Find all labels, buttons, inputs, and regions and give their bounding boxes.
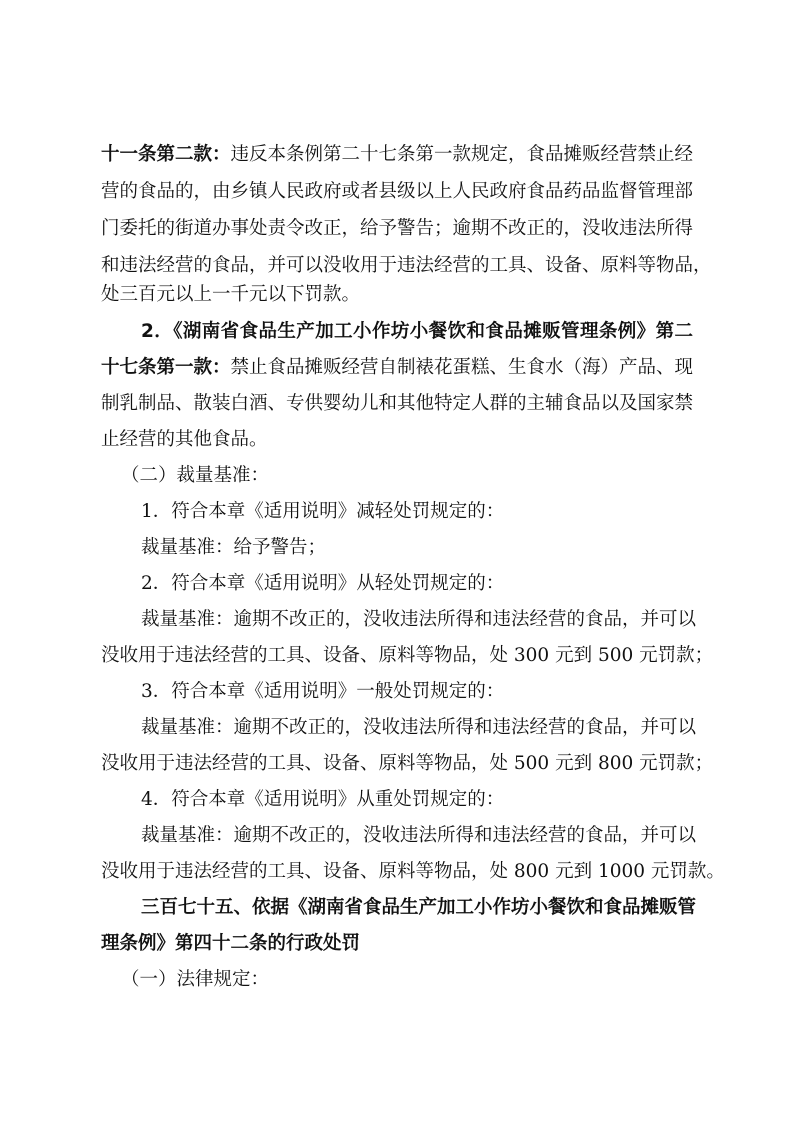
criterion-item: 2．符合本章《适用说明》从轻处罚规定的：: [141, 573, 505, 594]
text-line: 止经营的其他食品。: [101, 429, 268, 450]
criterion-text: 裁量基准：逾期不改正的，没收违法所得和违法经营的食品，并可以: [141, 825, 697, 846]
text-line: 制乳制品、散装白酒、专供婴幼儿和其他特定人群的主辅食品以及国家禁: [101, 393, 694, 414]
text-line: 处三百元以上一千元以下罚款。: [101, 284, 361, 305]
text-run: 禁止食品摊贩经营自制裱花蛋糕、生食水（海）产品、现: [230, 357, 694, 378]
criterion-item: 1．符合本章《适用说明》减轻处罚规定的：: [141, 501, 505, 522]
section-title: 三百七十五、依据《湖南省食品生产加工小作坊小餐饮和食品摊贩管: [141, 897, 697, 918]
text-line: 营的食品的，由乡镇人民政府或者县级以上人民政府食品药品监督管理部: [101, 181, 694, 202]
section-title-cont: 理条例》第四十二条的行政处罚: [101, 933, 361, 954]
text-line: 和违法经营的食品，并可以没收用于违法经营的工具、设备、原料等物品，: [101, 255, 712, 276]
text-run: 违反本条例第二十七条第一款规定，食品摊贩经营禁止经: [230, 144, 694, 165]
criterion-text: 裁量基准：逾期不改正的，没收违法所得和违法经营的食品，并可以: [141, 609, 697, 630]
section-heading: （二）裁量基准：: [121, 465, 270, 486]
article-ref-bold: 十一条第二款：: [101, 144, 231, 165]
text-line: [101, 354, 693, 382]
text-line: 门委托的街道办事处责令改正，给予警告；逾期不改正的，没收违法所得: [101, 218, 694, 239]
text-line: 没收用于违法经营的工具、设备、原料等物品，处 300 元到 500 元罚款；: [101, 645, 714, 666]
criterion-item: 4．符合本章《适用说明》从重处罚规定的：: [141, 789, 505, 810]
text-line: [101, 141, 693, 169]
article-heading: 2．《湖南省食品生产加工小作坊小餐饮和食品摊贩管理条例》第二: [141, 321, 693, 342]
section-heading: （一）法律规定：: [121, 969, 270, 990]
criterion-item: 3．符合本章《适用说明》一般处罚规定的：: [141, 681, 505, 702]
article-ref-bold: 十七条第一款：: [101, 357, 231, 378]
criterion-text: 裁量基准：逾期不改正的，没收违法所得和违法经营的食品，并可以: [141, 717, 697, 738]
text-line: 没收用于违法经营的工具、设备、原料等物品，处 500 元到 800 元罚款；: [101, 753, 714, 774]
criterion-text: 裁量基准：给予警告；: [141, 537, 327, 558]
text-line: 没收用于违法经营的工具、设备、原料等物品，处 800 元到 1000 元罚款。: [101, 861, 725, 882]
